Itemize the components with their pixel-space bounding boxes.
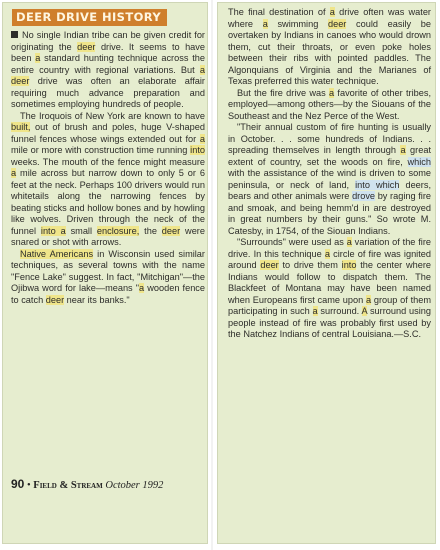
article-title: DEER DRIVE HISTORY	[12, 9, 167, 26]
highlighted-text: built,	[11, 122, 31, 132]
highlighted-text: a	[35, 53, 41, 63]
paragraph: No single Indian tribe can be given credit for originating the deer drive. It seems to have been a standard hunting technique across the entire country with regional variations. But a deer drive was often an elaborate affair requiring much advance preparation and sometimes employing hundreds of people.	[11, 30, 205, 109]
highlighted-text: deer	[260, 260, 279, 270]
left-column	[2, 2, 208, 544]
highlighted-text: a	[400, 145, 406, 155]
highlighted-text: a	[346, 237, 352, 247]
page-number: 90	[11, 477, 25, 491]
highlighted-text: deer	[45, 294, 65, 305]
highlighted-text: a	[139, 283, 145, 293]
issue-date: October 1992	[105, 480, 164, 491]
paragraph: The Iroquois of New York are known to have built, out of brush and poles, huge V-shaped funnel fences whose wings extended out for a mile or more with construction time running into weeks. The mouth of the fence might measure a mile across but narrow down to only 5 or 6 feet at the neck. Perhaps 100 drivers would run whitetails along the narrowing fences by beating sticks and hollow bones and by howling like wolves. Driven through the neck of the funnel into a small enclosure, the deer were snared or shot with arrows.	[11, 110, 205, 247]
highlighted-text: into which	[355, 179, 400, 190]
left-column-text	[11, 30, 205, 306]
highlighted-text: into a	[40, 225, 66, 236]
highlighted-text: a	[11, 168, 17, 178]
highlighted-text: a	[324, 248, 330, 259]
highlighted-text: deer	[77, 41, 96, 52]
highlighted-text: a	[199, 133, 205, 144]
highlighted-text: into	[341, 260, 357, 270]
right-column-text	[228, 7, 431, 341]
paragraph: But the fire drive was a favorite of other tribes, employed—among others—by the Siouans of the Southeast and the Nez Perce of the West.	[228, 87, 432, 121]
highlighted-text: into	[190, 145, 205, 155]
highlighted-text: which	[407, 156, 431, 167]
right-column	[217, 2, 436, 544]
paragraph: "Surrounds" were used as a variation of the fire drive. In this technique a circle of fire was ignited around deer to drive them into the center where Indians would follow to dispatch them. The Blackfeet of Montana may have been named when Europeans first came upon a group of them participating in such a surround. A surround using people instead of fire was probably first used by the Natchez Indians of central Louisiana.—S.C.	[228, 237, 431, 339]
highlighted-text: deer	[161, 225, 181, 236]
highlighted-text: deer	[327, 18, 347, 29]
highlighted-text: a	[312, 306, 318, 316]
bullet-separator: •	[26, 480, 34, 491]
highlighted-text: a	[365, 294, 372, 305]
highlighted-text: a deer	[11, 64, 205, 86]
page-footer	[11, 477, 163, 491]
paragraph: The final destination of a drive often was water where a swimming deer could easily be overtaken by Indians in canoes who would drown them, cut their throats, or even poke holes between their ribs with pointed paddles. The Algonquians of Virginia and the Marianes of Texas preferred this water technique.	[228, 7, 431, 86]
highlighted-text: drove	[352, 191, 376, 201]
highlighted-text: a	[329, 7, 335, 17]
highlighted-text: a	[262, 18, 268, 29]
highlighted-text: a	[329, 87, 335, 98]
section-marker-icon	[11, 31, 18, 38]
highlighted-text: enclosure,	[96, 225, 140, 236]
column-divider	[211, 0, 213, 550]
highlighted-text: A	[361, 306, 368, 316]
paragraph: "Their annual custom of fire hunting is usually in October. . . some hundreds of Indians. . . spreading themselves in length through a great extent of country, set the woods on fire, which with the assistance of the wind is driven to some peninsula, or neck of land, into which deers, bears and other animals were drove by raging fire and smoak, and being hemm'd in are destroyed in great numbers by their guns." So wrote M. Catesby, in 1754, of the Siouan Indians.	[228, 122, 432, 236]
highlighted-text: Native Americans	[20, 248, 94, 259]
paragraph: Native Americans in Wisconsin used similar techniques, as several towns with the name "Fence Lake" suggest. In fact, "Mitchigan"—the Ojibwa word for lake—means "a wooden fence to catch deer near its banks."	[11, 248, 206, 305]
magazine-name: Field & Stream	[33, 480, 103, 491]
